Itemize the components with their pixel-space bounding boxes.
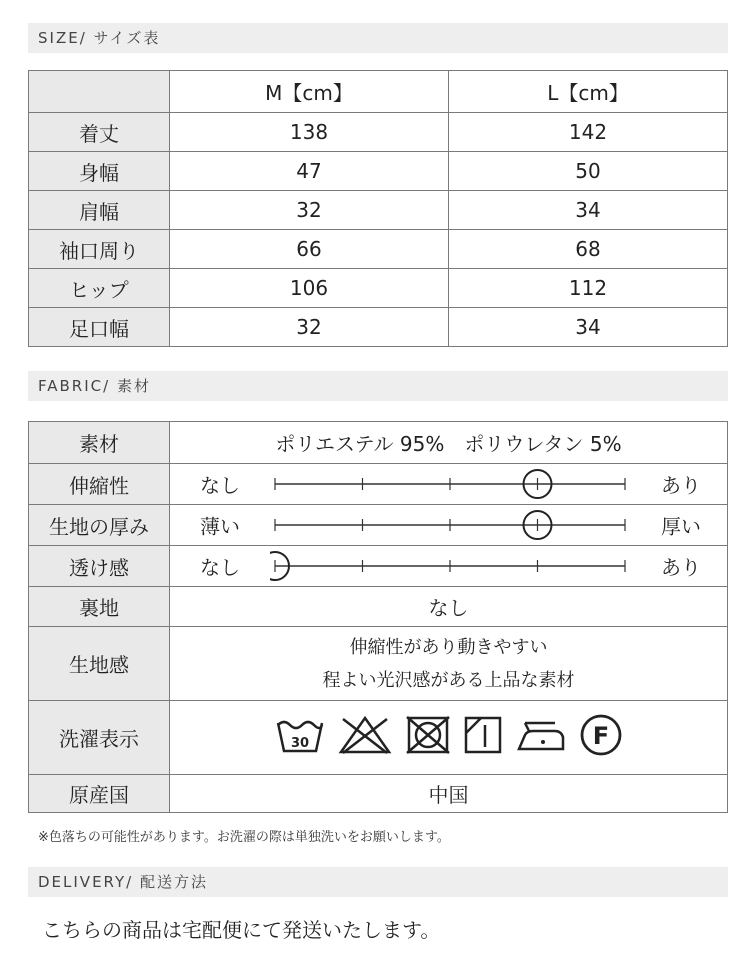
feel-label: 生地感 (29, 627, 170, 701)
table-row (29, 546, 728, 587)
scale-left-label: なし (200, 473, 240, 498)
care-note: ※色落ちの可能性があります。お洗濯の際は単独洗いをお願いします。 (38, 830, 450, 845)
stretch-label: 伸縮性 (29, 464, 170, 505)
cell-m: 106 (170, 269, 449, 308)
care-icons (170, 701, 728, 775)
wash-30-icon (275, 715, 325, 760)
wash-temp-text: 30 (290, 736, 309, 751)
no-bleach-icon (337, 715, 393, 760)
thickness-scale (170, 505, 728, 546)
scale-left-label: 薄い (200, 514, 240, 539)
stretch-scale-graphic (270, 464, 630, 504)
row-label: 肩幅 (29, 191, 170, 230)
table-header-row (29, 71, 728, 113)
row-label: 身幅 (29, 152, 170, 191)
cell-l: 34 (449, 191, 728, 230)
sheer-label: 透け感 (29, 546, 170, 587)
fabric-table (28, 421, 728, 813)
table-row (29, 587, 728, 627)
table-header-empty (29, 71, 170, 113)
origin-label: 原産国 (29, 775, 170, 813)
size-table (28, 70, 728, 347)
feel-line-2: 程よい光沢感がある上品な素材 (322, 669, 575, 691)
table-row (29, 191, 728, 230)
cell-l: 112 (449, 269, 728, 308)
table-row (29, 464, 728, 505)
column-header-m: M【cm】 (170, 71, 449, 113)
lining-label: 裏地 (29, 587, 170, 627)
table-row (29, 627, 728, 701)
table-row (29, 113, 728, 152)
sheer-scale-graphic (270, 546, 630, 586)
scale-right-label: あり (661, 473, 701, 498)
dry-clean-f-icon (579, 713, 623, 762)
scale-right-label: 厚い (661, 514, 701, 539)
table-row (29, 152, 728, 191)
cell-l: 142 (449, 113, 728, 152)
table-row (29, 775, 728, 813)
cell-m: 32 (170, 191, 449, 230)
table-row (29, 422, 728, 464)
table-row (29, 701, 728, 775)
table-row (29, 505, 728, 546)
cell-m: 47 (170, 152, 449, 191)
row-label: ヒップ (29, 269, 170, 308)
column-header-l: L【cm】 (449, 71, 728, 113)
stretch-scale (170, 464, 728, 505)
feel-value (170, 627, 728, 701)
cell-m: 138 (170, 113, 449, 152)
cell-m: 66 (170, 230, 449, 269)
dry-clean-letter: F (592, 722, 609, 750)
lining-value: なし (170, 587, 728, 627)
row-label: 足口幅 (29, 308, 170, 347)
line-dry-icon (463, 715, 503, 760)
row-label: 着丈 (29, 113, 170, 152)
cell-m: 32 (170, 308, 449, 347)
cell-l: 50 (449, 152, 728, 191)
fabric-section-title: FABRIC/ 素材 (28, 371, 728, 401)
size-section-title: SIZE/ サイズ表 (28, 23, 728, 53)
table-row (29, 230, 728, 269)
delivery-text: こちらの商品は宅配便にて発送いたします。 (42, 918, 441, 942)
origin-value: 中国 (170, 775, 728, 813)
table-row (29, 308, 728, 347)
thickness-scale-graphic (270, 505, 630, 545)
cell-l: 34 (449, 308, 728, 347)
row-label: 袖口周り (29, 230, 170, 269)
cell-l: 68 (449, 230, 728, 269)
scale-right-label: あり (661, 555, 701, 580)
thickness-label: 生地の厚み (29, 505, 170, 546)
scale-left-label: なし (200, 555, 240, 580)
sheer-scale (170, 546, 728, 587)
iron-low-icon (515, 715, 567, 760)
material-value: ポリエステル 95% ポリウレタン 5% (170, 422, 728, 464)
feel-line-1: 伸縮性があり動きやすい (349, 636, 548, 658)
care-label: 洗濯表示 (29, 701, 170, 775)
material-label: 素材 (29, 422, 170, 464)
delivery-section-title: DELIVERY/ 配送方法 (28, 867, 728, 897)
table-row (29, 269, 728, 308)
no-tumble-dry-icon (405, 715, 451, 760)
